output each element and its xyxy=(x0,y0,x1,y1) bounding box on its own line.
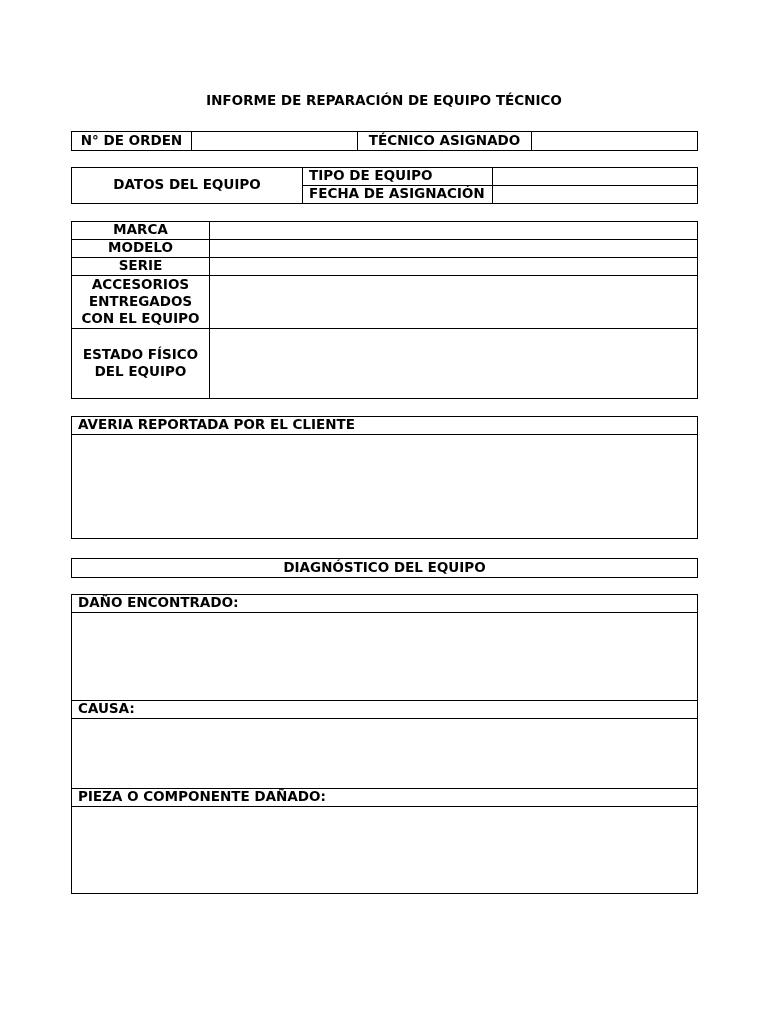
diagnosis-title: DIAGNÓSTICO DEL EQUIPO xyxy=(72,559,698,578)
technician-field[interactable] xyxy=(532,132,698,151)
damaged-part-field[interactable] xyxy=(72,807,698,894)
order-table xyxy=(71,131,698,151)
serial-field[interactable] xyxy=(210,258,698,276)
equipment-details-table xyxy=(71,221,698,399)
damaged-part-label: PIEZA O COMPONENTE DAÑADO: xyxy=(72,789,698,807)
equipment-type-label: TIPO DE EQUIPO xyxy=(303,168,493,186)
assignment-date-label: FECHA DE ASIGNACIÓN xyxy=(303,186,493,204)
accessories-field[interactable] xyxy=(210,276,698,329)
assignment-date-field[interactable] xyxy=(493,186,698,204)
physical-condition-field[interactable] xyxy=(210,329,698,399)
order-number-field[interactable] xyxy=(192,132,358,151)
damage-found-label: DAÑO ENCONTRADO: xyxy=(72,595,698,613)
cause-label: CAUSA: xyxy=(72,701,698,719)
order-number-label: N° DE ORDEN xyxy=(72,132,192,151)
reported-fault-label: AVERIA REPORTADA POR EL CLIENTE xyxy=(72,417,698,435)
model-field[interactable] xyxy=(210,240,698,258)
brand-field[interactable] xyxy=(210,222,698,240)
diagnosis-table xyxy=(71,594,698,894)
technician-label: TÉCNICO ASIGNADO xyxy=(358,132,532,151)
equipment-type-field[interactable] xyxy=(493,168,698,186)
document-title: INFORME DE REPARACIÓN DE EQUIPO TÉCNICO xyxy=(206,93,562,109)
brand-label: MARCA xyxy=(72,222,210,240)
equipment-data-label: DATOS DEL EQUIPO xyxy=(72,168,303,204)
serial-label: SERIE xyxy=(72,258,210,276)
cause-field[interactable] xyxy=(72,719,698,789)
reported-fault-field[interactable] xyxy=(72,435,698,539)
physical-condition-label: ESTADO FÍSICO DEL EQUIPO xyxy=(72,329,210,399)
model-label: MODELO xyxy=(72,240,210,258)
equipment-data-table xyxy=(71,167,698,204)
diagnosis-title-table xyxy=(71,558,698,578)
reported-fault-table xyxy=(71,416,698,539)
damage-found-field[interactable] xyxy=(72,613,698,701)
accessories-label: ACCESORIOS ENTREGADOS CON EL EQUIPO xyxy=(72,276,210,329)
